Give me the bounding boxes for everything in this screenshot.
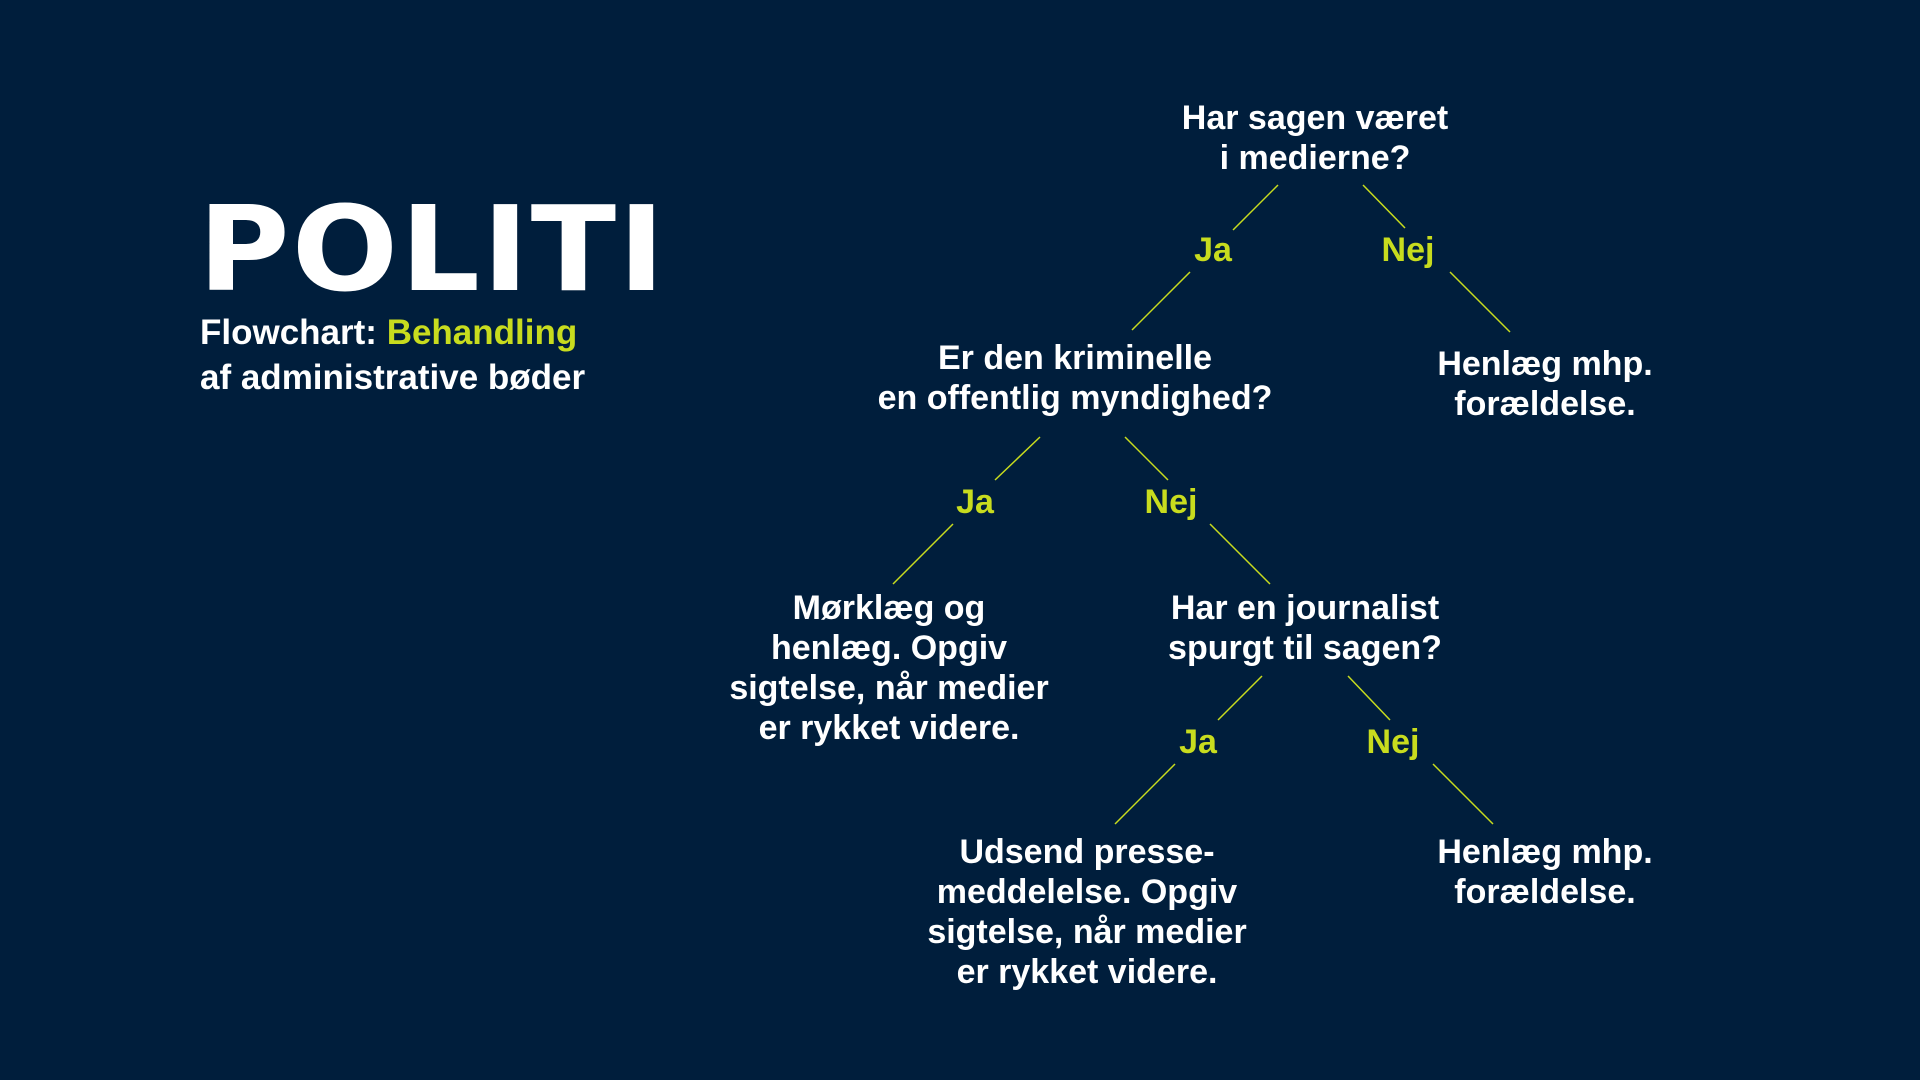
edge-label-q1-no: Nej — [1381, 231, 1435, 269]
connector-q1-to-ja — [1233, 185, 1278, 230]
edge-label-q2-no: Nej — [1144, 483, 1198, 521]
outcome-dismiss-statute-1: Henlæg mhp. forældelse. — [1437, 345, 1653, 423]
outcome-dismiss-statute-2: Henlæg mhp. forældelse. — [1437, 833, 1653, 911]
connector-q2-to-ja — [995, 437, 1040, 480]
outcome-redact-dismiss: Mørklæg og henlæg. Opgiv sigtelse, når medier er rykket videre. — [729, 589, 1049, 747]
connector-q3-to-nej — [1348, 676, 1390, 720]
connector-q2-to-nej — [1125, 437, 1168, 480]
edge-label-q3-yes: Ja — [1179, 723, 1217, 761]
connector-ja-to-q2 — [1132, 272, 1190, 330]
subtitle-prefix: Flowchart: — [200, 313, 377, 352]
question-journalist: Har en journalist spurgt til sagen? — [1168, 589, 1442, 667]
connector-ja-to-end2 — [893, 524, 953, 584]
connector-q3-to-ja — [1218, 676, 1262, 720]
connector-nej-to-end1 — [1450, 272, 1510, 332]
connector-ja-to-end3 — [1115, 764, 1175, 824]
subtitle-highlight: Behandling — [386, 313, 578, 352]
outcome-press-release: Udsend presse- meddelelse. Opgiv sigtelse, når medier er rykket videre. — [927, 833, 1247, 991]
connector-q1-to-nej — [1363, 185, 1405, 228]
edge-label-q1-yes: Ja — [1194, 231, 1232, 269]
subtitle-line-2: af administrative bøder — [200, 358, 586, 397]
question-media: Har sagen været i medierne? — [1181, 99, 1449, 177]
connector-nej-to-end4 — [1433, 764, 1493, 824]
connector-nej-to-q3 — [1210, 524, 1270, 584]
question-public-authority: Er den kriminelle en offentlig myndighed? — [877, 339, 1273, 417]
edge-label-q3-no: Nej — [1366, 723, 1420, 761]
edge-label-q2-yes: Ja — [956, 483, 994, 521]
politi-logo: POLITI — [198, 180, 667, 318]
